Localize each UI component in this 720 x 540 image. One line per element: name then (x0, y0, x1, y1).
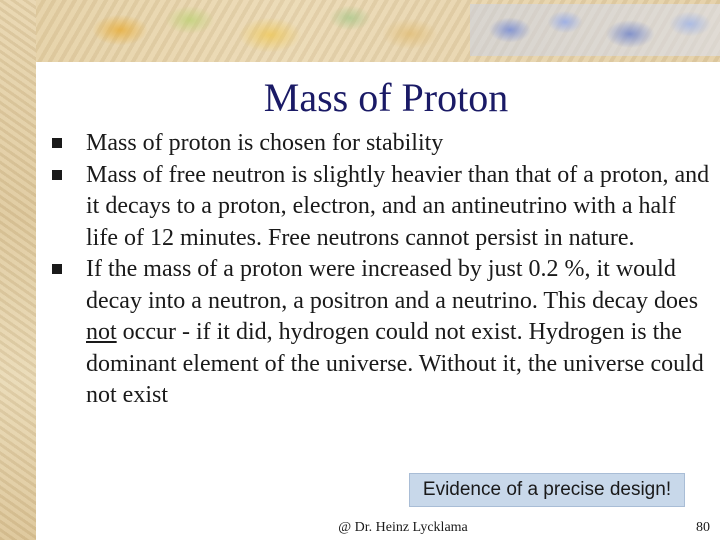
square-bullet-icon (52, 264, 62, 274)
decorative-flowers-image (470, 4, 720, 56)
bullet-text: Mass of proton is chosen for stability (86, 130, 444, 156)
bullet-item (50, 160, 710, 255)
decorative-leaves-image (60, 0, 450, 58)
bullet-text-emphasis: not (86, 319, 117, 345)
page-number: 80 (696, 520, 710, 535)
square-bullet-icon (52, 170, 62, 180)
callout-box: Evidence of a precise design! (409, 473, 685, 507)
footer-credit: @ Dr. Heinz Lycklama (338, 520, 468, 535)
parchment-left-border (0, 0, 36, 540)
bullet-text-after: occur - if it did, hydrogen could not exist. Hydrogen is the dominant element of the universe. Without it, the universe could not exist (86, 319, 704, 408)
bullet-text-before: If the mass of a proton were increased by just 0.2 %, it would decay into a neutron, a positron and a neutrino. This decay does (86, 256, 699, 314)
bullet-item (50, 254, 710, 412)
bullet-list (50, 128, 710, 412)
slide-content (36, 62, 720, 540)
bullet-item (50, 128, 710, 160)
bullet-text: Mass of free neutron is slightly heavier than that of a proton, and it decays to a proton, electron, and an antineutrino with a half life of 12 minutes. Free neutrons cannot persist in nature. (86, 161, 710, 251)
slide-title: Mass of Proton (263, 75, 509, 120)
square-bullet-icon (52, 138, 62, 148)
